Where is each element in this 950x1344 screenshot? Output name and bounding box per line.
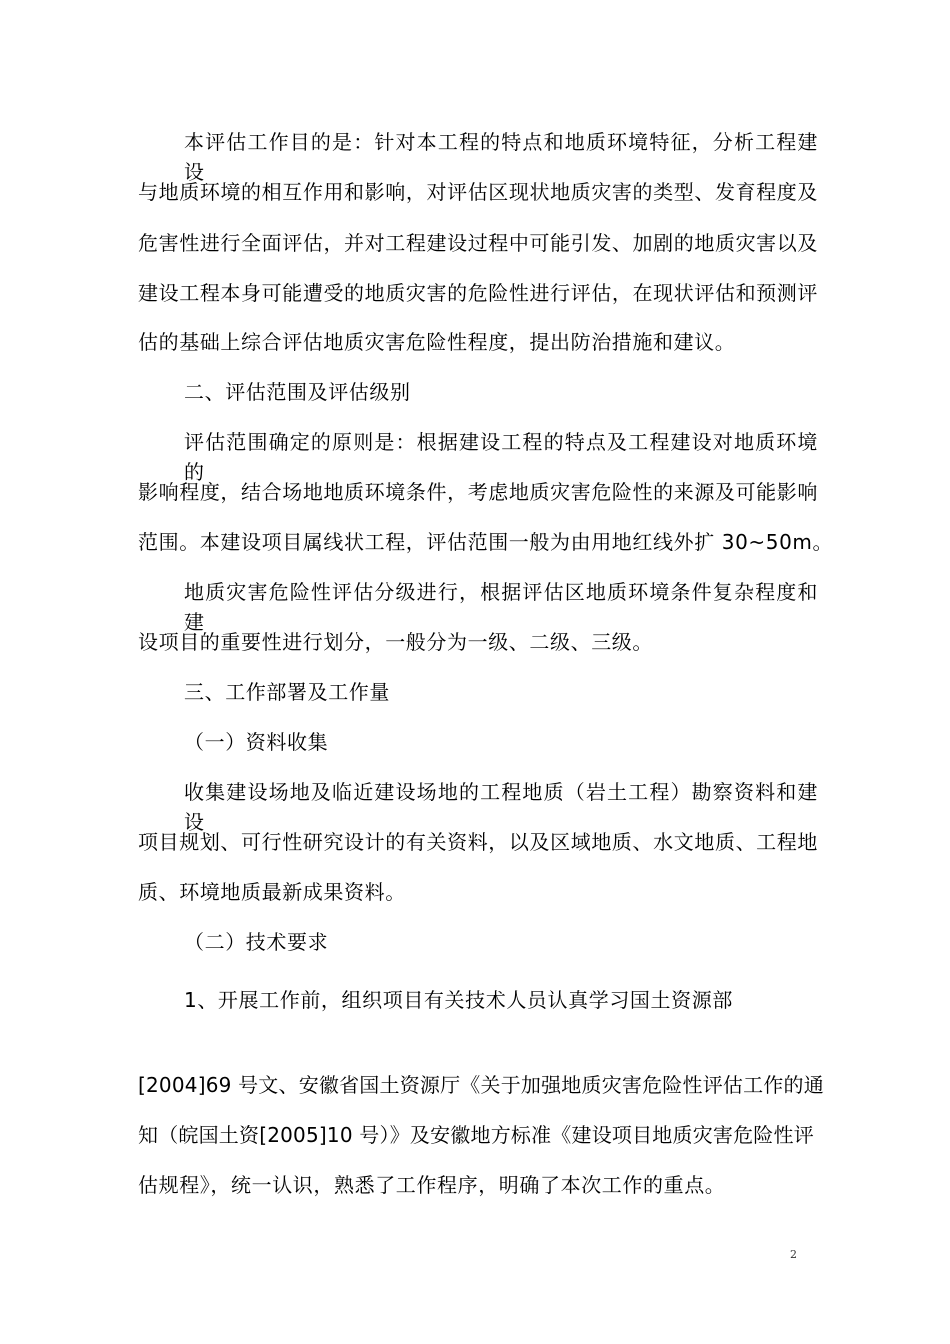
paragraph-line: 知（皖国土资[2005]10 号）》及安徽地方标准《建设项目地质灾害危险性评 [138, 1123, 814, 1147]
paragraph-line: 与地质环境的相互作用和影响，对评估区现状地质灾害的类型、发育程度及 [138, 180, 818, 204]
paragraph-line: 设项目的重要性进行划分，一般分为一级、二级、三级。 [138, 630, 653, 654]
section-heading: 三、工作部署及工作量 [184, 680, 390, 704]
paragraph-line: 项目规划、可行性研究设计的有关资料，以及区域地质、水文地质、工程地 [138, 830, 818, 854]
paragraph-line: 收集建设场地及临近建设场地的工程地质（岩土工程）勘察资料和建设 [184, 780, 818, 834]
paragraph-line: 影响程度，结合场地地质环境条件，考虑地质灾害危险性的来源及可能影响 [138, 480, 818, 504]
paragraph-line: 范围。本建设项目属线状工程，评估范围一般为由用地红线外扩 30~50m。 [138, 530, 834, 554]
paragraph-line: 危害性进行全面评估，并对工程建设过程中可能引发、加剧的地质灾害以及 [138, 231, 818, 255]
page-number: 2 [790, 1248, 797, 1261]
list-item-line: 1、开展工作前，组织项目有关技术人员认真学习国土资源部 [184, 988, 733, 1012]
subsection-heading: （一）资料收集 [184, 730, 329, 754]
subsection-heading: （二）技术要求 [184, 930, 329, 954]
paragraph-line: 评估范围确定的原则是：根据建设工程的特点及工程建设对地质环境的 [184, 430, 818, 484]
paragraph-line: 估规程》，统一认识，熟悉了工作程序，明确了本次工作的重点。 [138, 1173, 726, 1197]
paragraph-line: 地质灾害危险性评估分级进行，根据评估区地质环境条件复杂程度和建 [184, 580, 818, 634]
paragraph-line: 质、环境地质最新成果资料。 [138, 880, 406, 904]
section-heading: 二、评估范围及评估级别 [184, 380, 411, 404]
paragraph-line: 建设工程本身可能遭受的地质灾害的危险性进行评估，在现状评估和预测评 [138, 281, 818, 305]
paragraph-line: 估的基础上综合评估地质灾害危险性程度，提出防治措施和建议。 [138, 330, 736, 354]
paragraph-line: 本评估工作目的是：针对本工程的特点和地质环境特征，分析工程建设 [184, 130, 818, 184]
paragraph-line: [2004]69 号文、安徽省国土资源厅《关于加强地质灾害危险性评估工作的通 [138, 1073, 824, 1097]
